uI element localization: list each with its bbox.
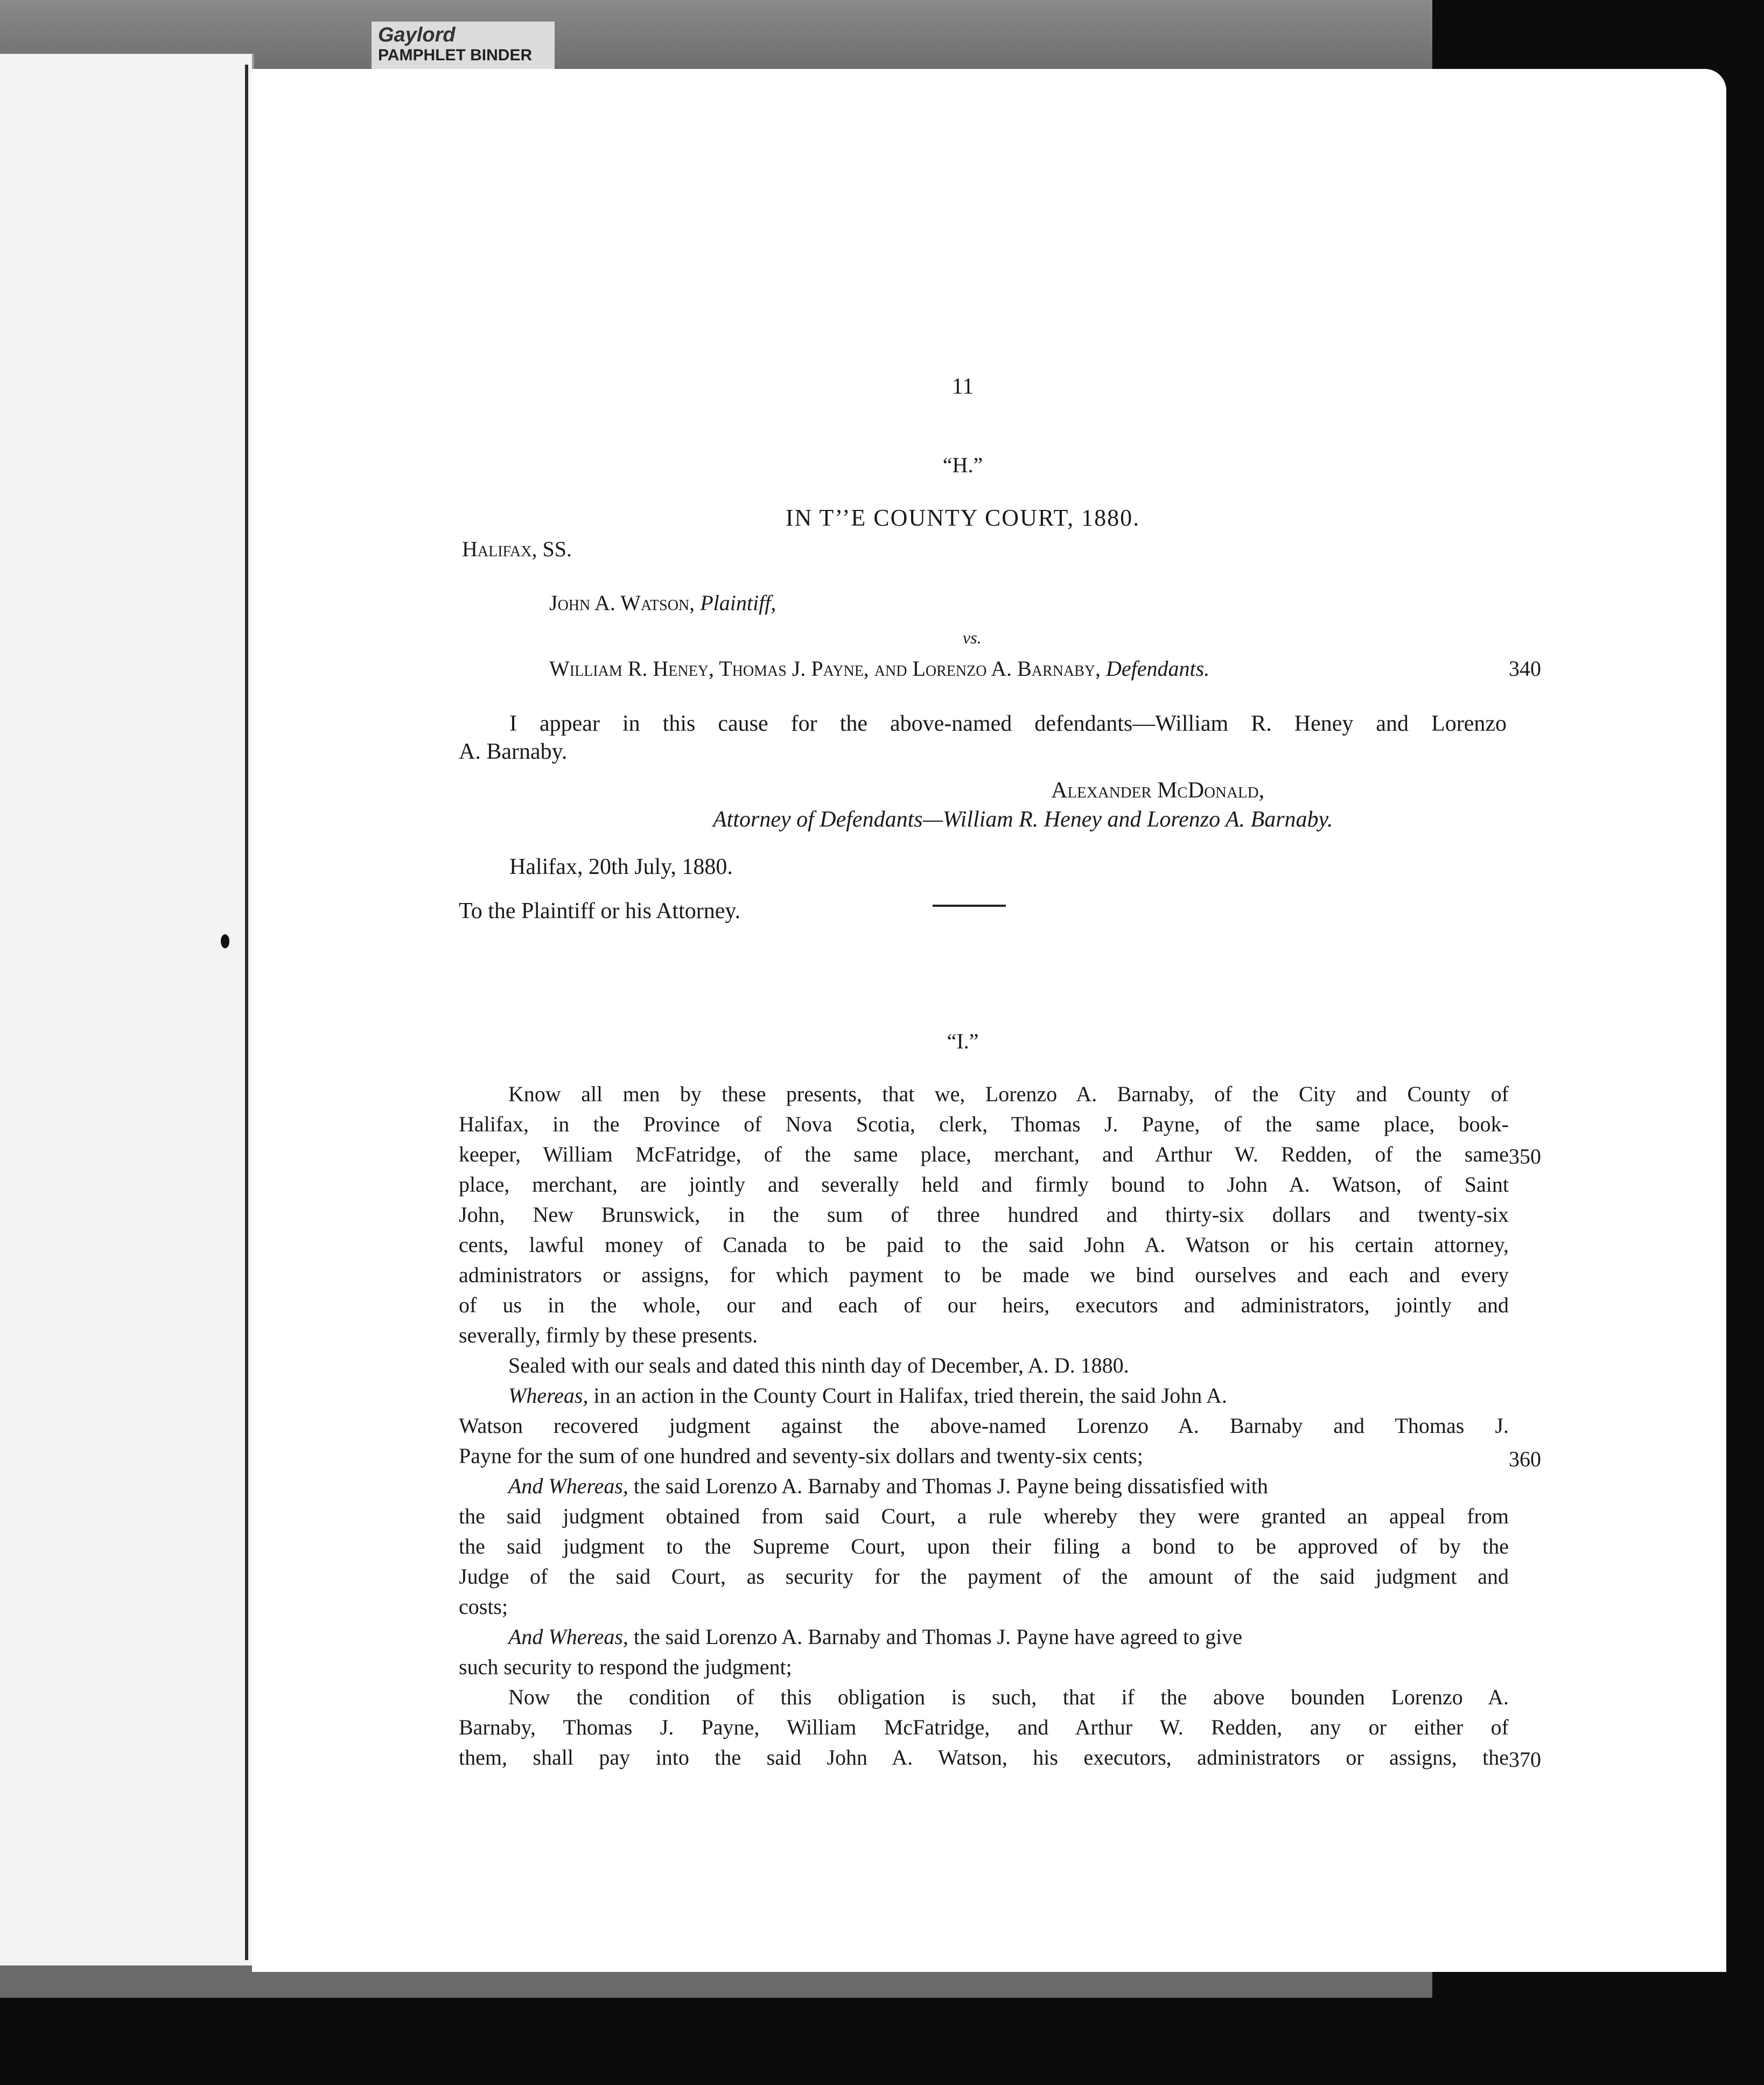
line-number: 360 <box>1509 1447 1541 1471</box>
bond-line: them, shall pay into the said John A. Watson, his executors, administrators or assigns, the <box>459 1745 1509 1769</box>
defendants-names: William R. Heney, Thomas J. Payne, and Lorenzo A. Barnaby, <box>549 656 1101 681</box>
plaintiff-line <box>549 590 776 615</box>
bond-line: Halifax, in the Province of Nova Scotia, clerk, Thomas J. Payne, of the same place, book- <box>459 1112 1509 1136</box>
page-number: 11 <box>951 374 974 399</box>
line-number: 350 <box>1509 1144 1541 1169</box>
and-whereas-lead: And Whereas, <box>508 1625 628 1649</box>
bond-line: Judge of the said Court, as security for the payment of the amount of the said judgment and <box>459 1564 1509 1589</box>
defendants-line <box>549 656 1209 681</box>
facing-page <box>0 54 254 1971</box>
and-whereas-lead: And Whereas, <box>508 1474 628 1498</box>
bond-line: cents, lawful money of Canada to be paid to the said John A. Watson or his certain attorney, <box>459 1233 1509 1257</box>
bond-line: place, merchant, are jointly and severally held and firmly bound to John A. Watson, of Saint <box>459 1172 1509 1197</box>
bond-line: such security to respond the judgment; <box>459 1655 792 1679</box>
bond-line <box>508 1624 1242 1649</box>
appearance-text: I appear in this cause for the above-named defendants—William R. Heney and Lorenzo <box>509 711 1507 736</box>
binder-brand: Gaylord <box>378 24 456 46</box>
and-whereas-text: the said Lorenzo A. Barnaby and Thomas J. Payne have agreed to give <box>633 1625 1242 1649</box>
plaintiff-role: Plaintiff, <box>700 591 776 615</box>
whereas-lead: Whereas, <box>508 1383 589 1408</box>
bond-line: of us in the whole, our and each of our heirs, executors and administrators, jointly and <box>459 1293 1509 1317</box>
bond-line: Know all men by these presents, that we, Lorenzo A. Barnaby, of the City and County of <box>508 1082 1509 1106</box>
bond-line: Now the condition of this obligation is such, that if the above bounden Lorenzo A. <box>508 1685 1509 1709</box>
court-title: IN T’’E COUNTY COURT, 1880. <box>785 505 1140 531</box>
document-page <box>252 69 1726 1972</box>
and-whereas-text: the said Lorenzo A. Barnaby and Thomas J. Payne being dissatisfied with <box>633 1474 1268 1498</box>
section-divider <box>933 905 1006 907</box>
line-number: 340 <box>1509 656 1541 681</box>
bond-line: John, New Brunswick, in the sum of three hundred and thirty-six dollars and twenty-six <box>459 1202 1509 1227</box>
dated-line: Halifax, 20th July, 1880. <box>509 855 733 879</box>
plaintiff-name: John A. Watson, <box>549 591 695 615</box>
bond-line: Payne for the sum of one hundred and seventy-six dollars and twenty-six cents; <box>459 1444 1143 1468</box>
bond-line: the said judgment to the Supreme Court, upon their filing a bond to be approved of by the <box>459 1534 1509 1558</box>
attorney-title: Attorney of Defendants—William R. Heney and Lorenzo A. Barnaby. <box>713 807 1333 832</box>
bond-line: Barnaby, Thomas J. Payne, William McFatridge, and Arthur W. Redden, any or either of <box>459 1715 1509 1739</box>
bond-line: administrators or assigns, for which payment to be made we bind ourselves and each and every <box>459 1263 1509 1287</box>
bond-line: Watson recovered judgment against the above-named Lorenzo A. Barnaby and Thomas J. <box>459 1414 1509 1438</box>
bond-line: Sealed with our seals and dated this ninth day of December, A. D. 1880. <box>508 1353 1129 1377</box>
attorney-name: Alexander McDonald, <box>1051 778 1265 803</box>
appearance-text-cont: A. Barnaby. <box>459 739 568 764</box>
line-number: 370 <box>1509 1747 1541 1772</box>
bond-line: keeper, William McFatridge, of the same place, merchant, and Arthur W. Redden, of the same <box>459 1142 1509 1166</box>
bond-line: severally, firmly by these presents. <box>459 1323 758 1347</box>
bond-line <box>508 1473 1268 1499</box>
versus: vs. <box>963 628 982 647</box>
binding-gutter <box>245 65 248 1960</box>
section-h-label: “H.” <box>942 453 983 477</box>
defendants-role: Defendants. <box>1106 656 1210 681</box>
binder-text: PAMPHLET BINDER <box>378 46 533 64</box>
bond-line: costs; <box>459 1594 508 1619</box>
bond-line <box>508 1383 1509 1408</box>
binder-label <box>372 22 555 70</box>
section-i-label: “I.” <box>947 1029 979 1053</box>
bond-line: the said judgment obtained from said Court, a rule whereby they were granted an appeal from <box>459 1504 1509 1528</box>
addressee: To the Plaintiff or his Attorney. <box>459 899 741 923</box>
venue: Halifax, SS. <box>462 537 572 561</box>
whereas-text: in an action in the County Court in Halifax, tried therein, the said John A. <box>593 1383 1227 1408</box>
binding-hole <box>221 934 229 948</box>
